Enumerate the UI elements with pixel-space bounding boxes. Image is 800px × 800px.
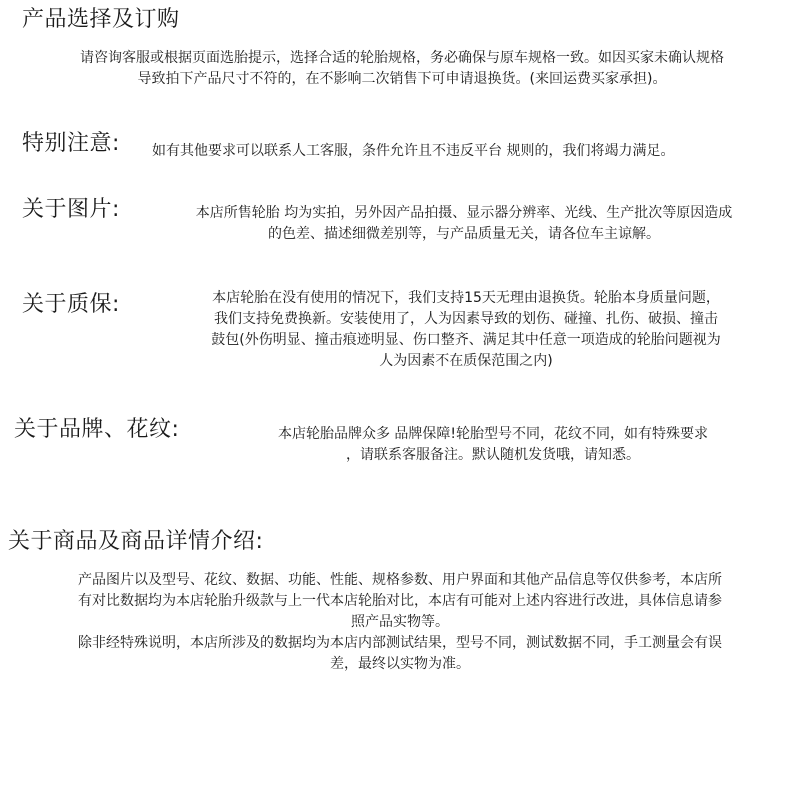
text-line: 如有其他要求可以联系人工客服，条件允许且不违反平台 规则的，我们将竭力满足。: [152, 143, 675, 159]
text-line: 本店轮胎品牌众多 品牌保障!轮胎型号不同，花纹不同，如有特殊要求: [277, 426, 709, 442]
section-heading-pictures: 关于图片:: [22, 197, 120, 222]
text-line: 产品图片以及型号、花纹、数据、功能、性能、规格参数、用户界面和其他产品信息等仅供参考，本店所: [78, 572, 722, 588]
text-line: 本店所售轮胎 均为实拍，另外因产品拍摄、显示器分辨率、光线、生产批次等原因造成: [195, 205, 733, 221]
section-heading-brand: 关于品牌、花纹:: [14, 417, 180, 442]
text-line: 人为因素不在质保范围之内): [379, 353, 553, 369]
section-body-notice: [152, 141, 792, 162]
section-heading-notice: 特别注意:: [22, 131, 120, 156]
section-body-pictures: [138, 203, 790, 245]
section-body-warranty: [156, 288, 776, 372]
text-line: ，请联系客服备注。默认随机发货哦，请知悉。: [346, 447, 640, 463]
text-line: 导致拍下产品尺寸不符的，在不影响二次销售下可申请退换货。(来回运费买家承担)。: [137, 71, 667, 87]
text-line: 我们支持免费换新。安装使用了，人为因素导致的划伤、碰撞、扎伤、破损、撞击: [214, 311, 718, 327]
section-heading-warranty: 关于质保:: [22, 292, 120, 317]
section-body-order: [14, 48, 790, 90]
text-line: 鼓包(外伤明显、撞击痕迹明显、伤口整齐、满足其中任意一项造成的轮胎问题视为: [211, 332, 721, 348]
section-body-details: [10, 570, 790, 675]
text-line: 有对比数据均为本店轮胎升级款与上一代本店轮胎对比，本店有可能对上述内容进行改进，具体信息请参: [78, 593, 722, 609]
text-line: 差，最终以实物为准。: [330, 656, 470, 672]
text-line: 的色差、描述细微差别等，与产品质量无关，请各位车主谅解。: [268, 226, 660, 242]
text-line: 照产品实物等。: [351, 614, 449, 630]
section-heading-order: 产品选择及订购: [22, 7, 180, 32]
text-line: 除非经特殊说明，本店所涉及的数据均为本店内部测试结果，型号不同，测试数据不同，手工测量会有误: [78, 635, 722, 651]
section-heading-details: 关于商品及商品详情介绍:: [8, 529, 264, 554]
text-line: 本店轮胎在没有使用的情况下，我们支持15天无理由退换货。轮胎本身质量问题，: [212, 290, 720, 306]
text-line: 请咨询客服或根据页面选胎提示，选择合适的轮胎规格，务必确保与原车规格一致。如因买家未确认规格: [80, 50, 724, 66]
section-body-brand: [200, 424, 786, 466]
